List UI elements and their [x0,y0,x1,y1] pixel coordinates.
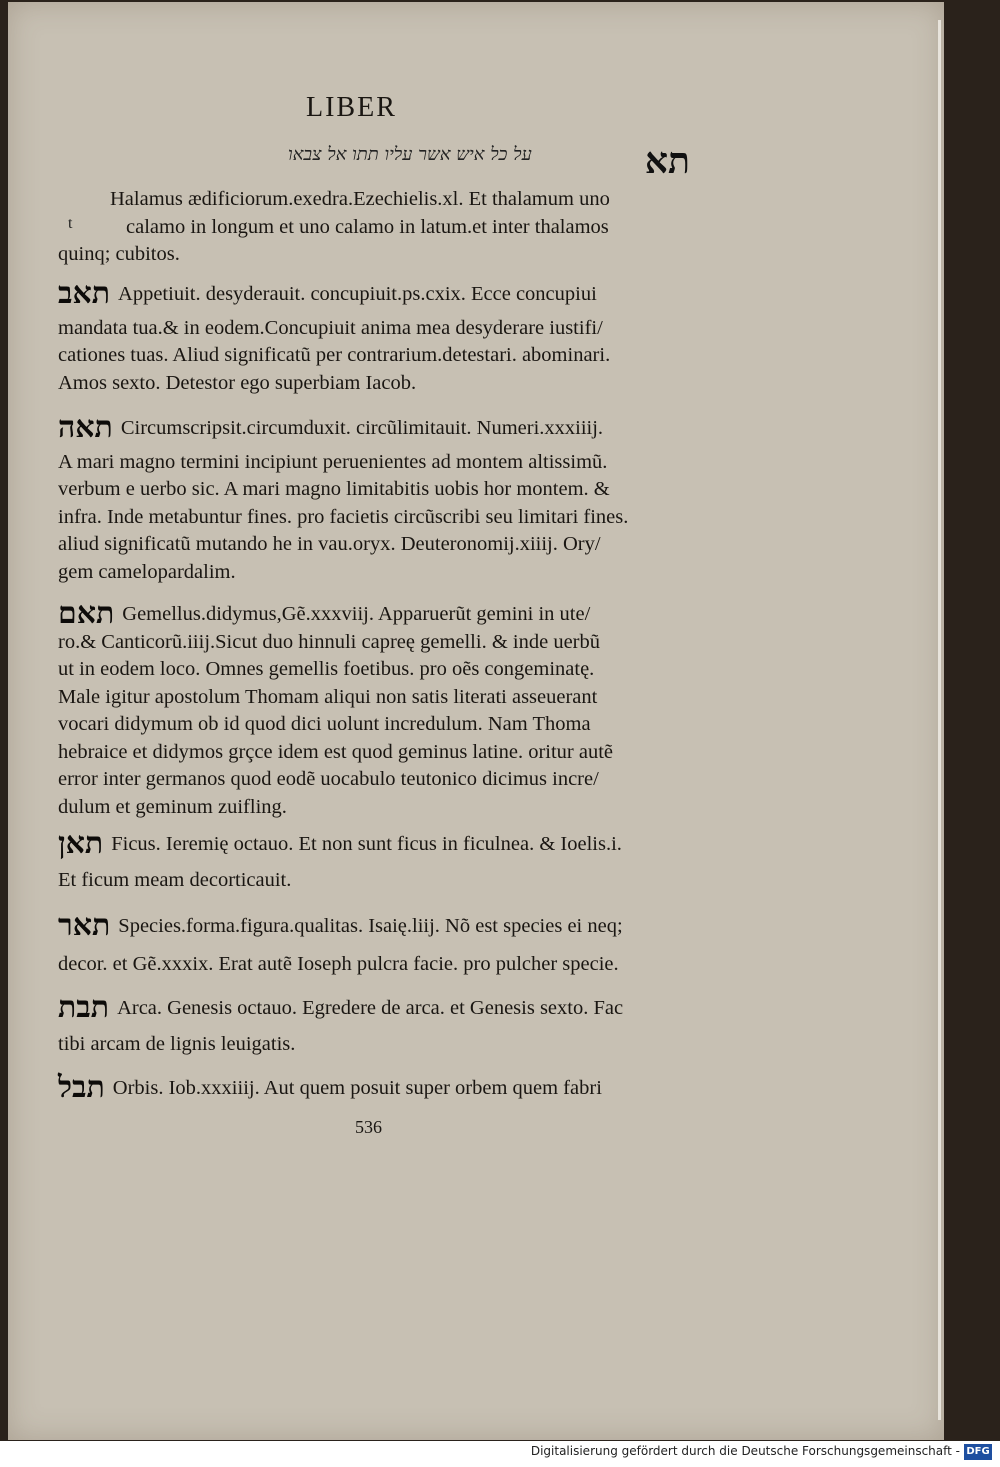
entry-orbis [58,1070,688,1105]
text-line: tibi arcam de lignis leuigatis. [58,1032,296,1055]
text-line: תאן Ficus. Ieremię octauo. Et non sunt ficus in ficulnea. & Ioelis.i. [58,826,622,861]
text-line: Amos sexto. Detestor ego superbiam Iacob. [58,371,417,394]
text-line: gem camelopardalim. [58,560,236,583]
text-line: calamo in longum et uno calamo in latum.et inter thalamos [126,215,609,238]
initial-letter: t [68,215,73,232]
text-line: תאה Circumscripsit.circumduxit. circũlimitauit. Numeri.xxxiiij. [58,410,604,445]
text-line: hebraice et didymos grçce idem est quod geminus latine. oritur autẽ [58,740,614,763]
entry-appetiuit [58,276,688,397]
text-line: Halamus ædificiorum.exedra.Ezechielis.xl. Et thalamum uno [110,188,610,210]
text-line: תאם Gemellus.didymus,Gẽ.xxxviij. Apparuerũt gemini in ute/ [58,596,591,631]
text-line: Et ficum meam decorticauit. [58,868,292,891]
hebrew-headword: תאב [58,276,111,311]
entry-ficus [58,826,688,894]
text-line: Male igitur apostolum Thomam aliqui non satis literati asseuerant [58,685,598,708]
text-line: A mari magno termini incipiunt peruenientes ad montem altissimũ. [58,450,608,473]
entry-thalamus [58,186,690,269]
hebrew-headword: תבת [58,990,110,1025]
text-line: quinq; cubitos. [58,243,180,265]
entry-arca [58,990,688,1058]
hebrew-heading: תא [644,140,690,182]
text-line: infra. Inde metabuntur fines. pro facietis circũscribi seu limitari fines. [58,505,629,528]
text-line: ut in eodem loco. Omnes gemellis foetibus. pro oẽs congeminatę. [58,658,595,680]
hebrew-headword: תאן [58,826,104,861]
hebrew-headword: תבל [58,1070,105,1105]
text-line: mandata tua.& in eodem.Concupiuit anima mea desyderare iustifi/ [58,316,603,339]
footer-credit: Digitalisierung gefördert durch die Deutsche Forschungsgemeinschaft - [530,1444,960,1458]
hebrew-headword: תאם [58,596,115,631]
text-line: cationes tuas. Aliud significatũ per contrarium.detestari. abominari. [58,344,611,366]
text-line: תאר Species.forma.figura.qualitas. Isaię.liij. Nõ est species ei neq; [58,908,623,943]
entry-gemellus [58,596,688,821]
text-line: aliud significatũ mutando he in vau.oryx. Deuteronomij.xiiij. Ory/ [58,533,601,555]
text-line: תבת Arca. Genesis octauo. Egredere de arca. et Genesis sexto. Fac [58,990,624,1025]
text-line: error inter germanos quod eodẽ uocabulo teutonico dicimus incre/ [58,768,599,790]
page-edge [938,20,941,1420]
text-line: verbum e uerbo sic. A mari magno limitabitis uobis hor montem. & [58,478,610,500]
dfg-logo-icon: DFG [964,1444,992,1460]
text-line: decor. et Gẽ.xxxix. Erat autẽ Ioseph pulcra facie. pro pulcher specie. [58,952,619,975]
text-line: תאב Appetiuit. desyderauit. concupiuit.ps.cxix. Ecce concupiui [58,276,597,311]
text-line: תבל Orbis. Iob.xxxiiij. Aut quem posuit super orbem quem fabri [58,1070,602,1105]
hebrew-header-line: על כל איש אשר עליו תתו אל צבאו [288,144,532,165]
entry-species [58,908,688,978]
text-line: vocari didymum ob id quod dici uolunt incredulum. Nam Thoma [58,713,591,735]
entry-circumscripsit [58,410,688,586]
running-head: LIBER [306,92,397,123]
text-line: dulum et geminum zuifling. [58,795,287,818]
page-number: 536 [355,1117,382,1137]
text-line: ro.& Canticorũ.iiij.Sicut duo hinnuli capreę gemelli. & inde uerbũ [58,630,600,653]
hebrew-headword: תאה [58,410,113,445]
hebrew-headword: תאר [58,908,111,943]
